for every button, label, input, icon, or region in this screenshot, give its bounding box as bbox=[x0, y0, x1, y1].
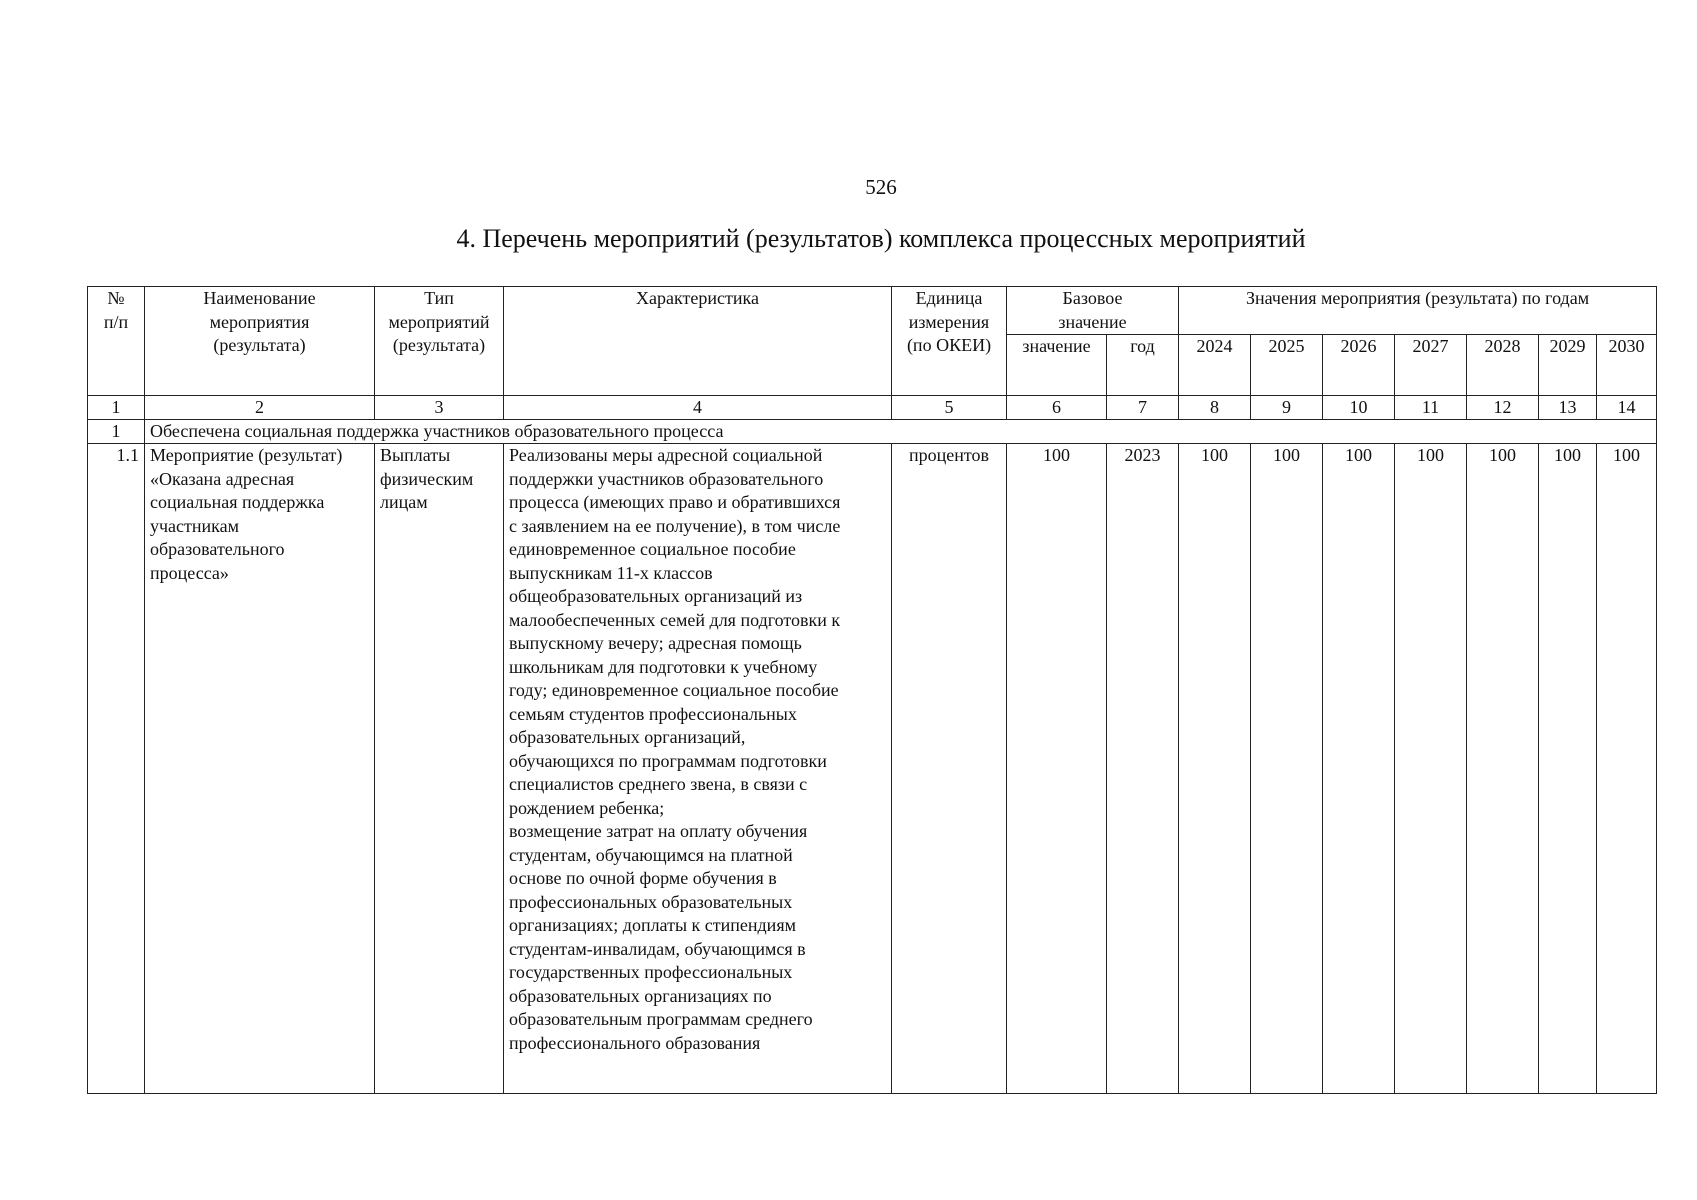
page-title: 4. Перечень мероприятий (результатов) комплекса процессных мероприятий bbox=[456, 224, 1306, 253]
column-number: 5 bbox=[892, 396, 1007, 420]
section-num: 1 bbox=[88, 420, 145, 444]
column-number: 1 bbox=[88, 396, 145, 420]
header-name: Наименование мероприятия (результата) bbox=[145, 287, 375, 396]
column-number: 9 bbox=[1251, 396, 1323, 420]
header-base-value: значение bbox=[1007, 335, 1107, 396]
header-year-2027: 2027 bbox=[1395, 335, 1467, 396]
header-unit: Единица измерения (по ОКЕИ) bbox=[892, 287, 1007, 396]
column-number: 4 bbox=[504, 396, 892, 420]
row-value-2026: 100 bbox=[1323, 444, 1395, 1094]
row-base-year: 2023 bbox=[1107, 444, 1179, 1094]
row-unit: процентов bbox=[892, 444, 1007, 1094]
column-number: 3 bbox=[375, 396, 504, 420]
row-base-value: 100 bbox=[1007, 444, 1107, 1094]
activities-table bbox=[87, 286, 1657, 1094]
header-year-2025: 2025 bbox=[1251, 335, 1323, 396]
row-characteristic: Реализованы меры адресной социальной поддержки участников образовательного процесса (имеющих право и обратившихся с заявлением на ее получение), в том числе единовременное социальное пособие выпускникам 11-х классов общеобразовательных организаций из малообеспеченных семей для подготовки к выпускному вечеру; адресная помощь школьникам для подготовки к учебному году; единовременное социальное пособие семьям студентов профессиональных образовательных организаций, обучающихся по программам подготовки специалистов среднего звена, в связи с рождением ребенка; возмещение затрат на оплату обучения студентам, обучающимся на платной основе по очной форме обучения в профессиональных образовательных организациях; доплаты к стипендиям студентам-инвалидам, обучающимся в государственных профессиональных образовательных организациях по образовательным программам среднего профессионального образования bbox=[504, 444, 892, 1094]
row-value-2024: 100 bbox=[1179, 444, 1251, 1094]
row-type: Выплаты физическим лицам bbox=[375, 444, 504, 1094]
row-value-2028: 100 bbox=[1467, 444, 1539, 1094]
column-numbers-row bbox=[88, 396, 1657, 420]
column-number: 2 bbox=[145, 396, 375, 420]
column-number: 11 bbox=[1395, 396, 1467, 420]
section-row bbox=[88, 420, 1657, 444]
column-number: 10 bbox=[1323, 396, 1395, 420]
column-number: 8 bbox=[1179, 396, 1251, 420]
column-number: 6 bbox=[1007, 396, 1107, 420]
header-year-2026: 2026 bbox=[1323, 335, 1395, 396]
header-row-top bbox=[88, 287, 1657, 335]
header-values-by-year: Значения мероприятия (результата) по годам bbox=[1179, 287, 1657, 335]
header-characteristic: Характеристика bbox=[504, 287, 892, 396]
header-base: Базовое значение bbox=[1007, 287, 1179, 335]
column-number: 13 bbox=[1539, 396, 1597, 420]
header-year-2024: 2024 bbox=[1179, 335, 1251, 396]
section-title: Обеспечена социальная поддержка участников образовательного процесса bbox=[145, 420, 1657, 444]
row-value-2029: 100 bbox=[1539, 444, 1597, 1094]
page-number: 526 bbox=[865, 175, 897, 199]
row-value-2030: 100 bbox=[1597, 444, 1657, 1094]
column-number: 12 bbox=[1467, 396, 1539, 420]
row-value-2025: 100 bbox=[1251, 444, 1323, 1094]
header-type: Тип мероприятий (результата) bbox=[375, 287, 504, 396]
row-num: 1.1 bbox=[88, 444, 145, 1094]
header-year-2029: 2029 bbox=[1539, 335, 1597, 396]
column-number: 7 bbox=[1107, 396, 1179, 420]
column-number: 14 bbox=[1597, 396, 1657, 420]
header-base-year: год bbox=[1107, 335, 1179, 396]
table-row bbox=[88, 444, 1657, 1094]
header-year-2030: 2030 bbox=[1597, 335, 1657, 396]
header-year-2028: 2028 bbox=[1467, 335, 1539, 396]
row-name: Мероприятие (результат) «Оказана адресная социальная поддержка участникам образовательного процесса» bbox=[145, 444, 375, 1094]
row-value-2027: 100 bbox=[1395, 444, 1467, 1094]
header-num: № п/п bbox=[88, 287, 145, 396]
